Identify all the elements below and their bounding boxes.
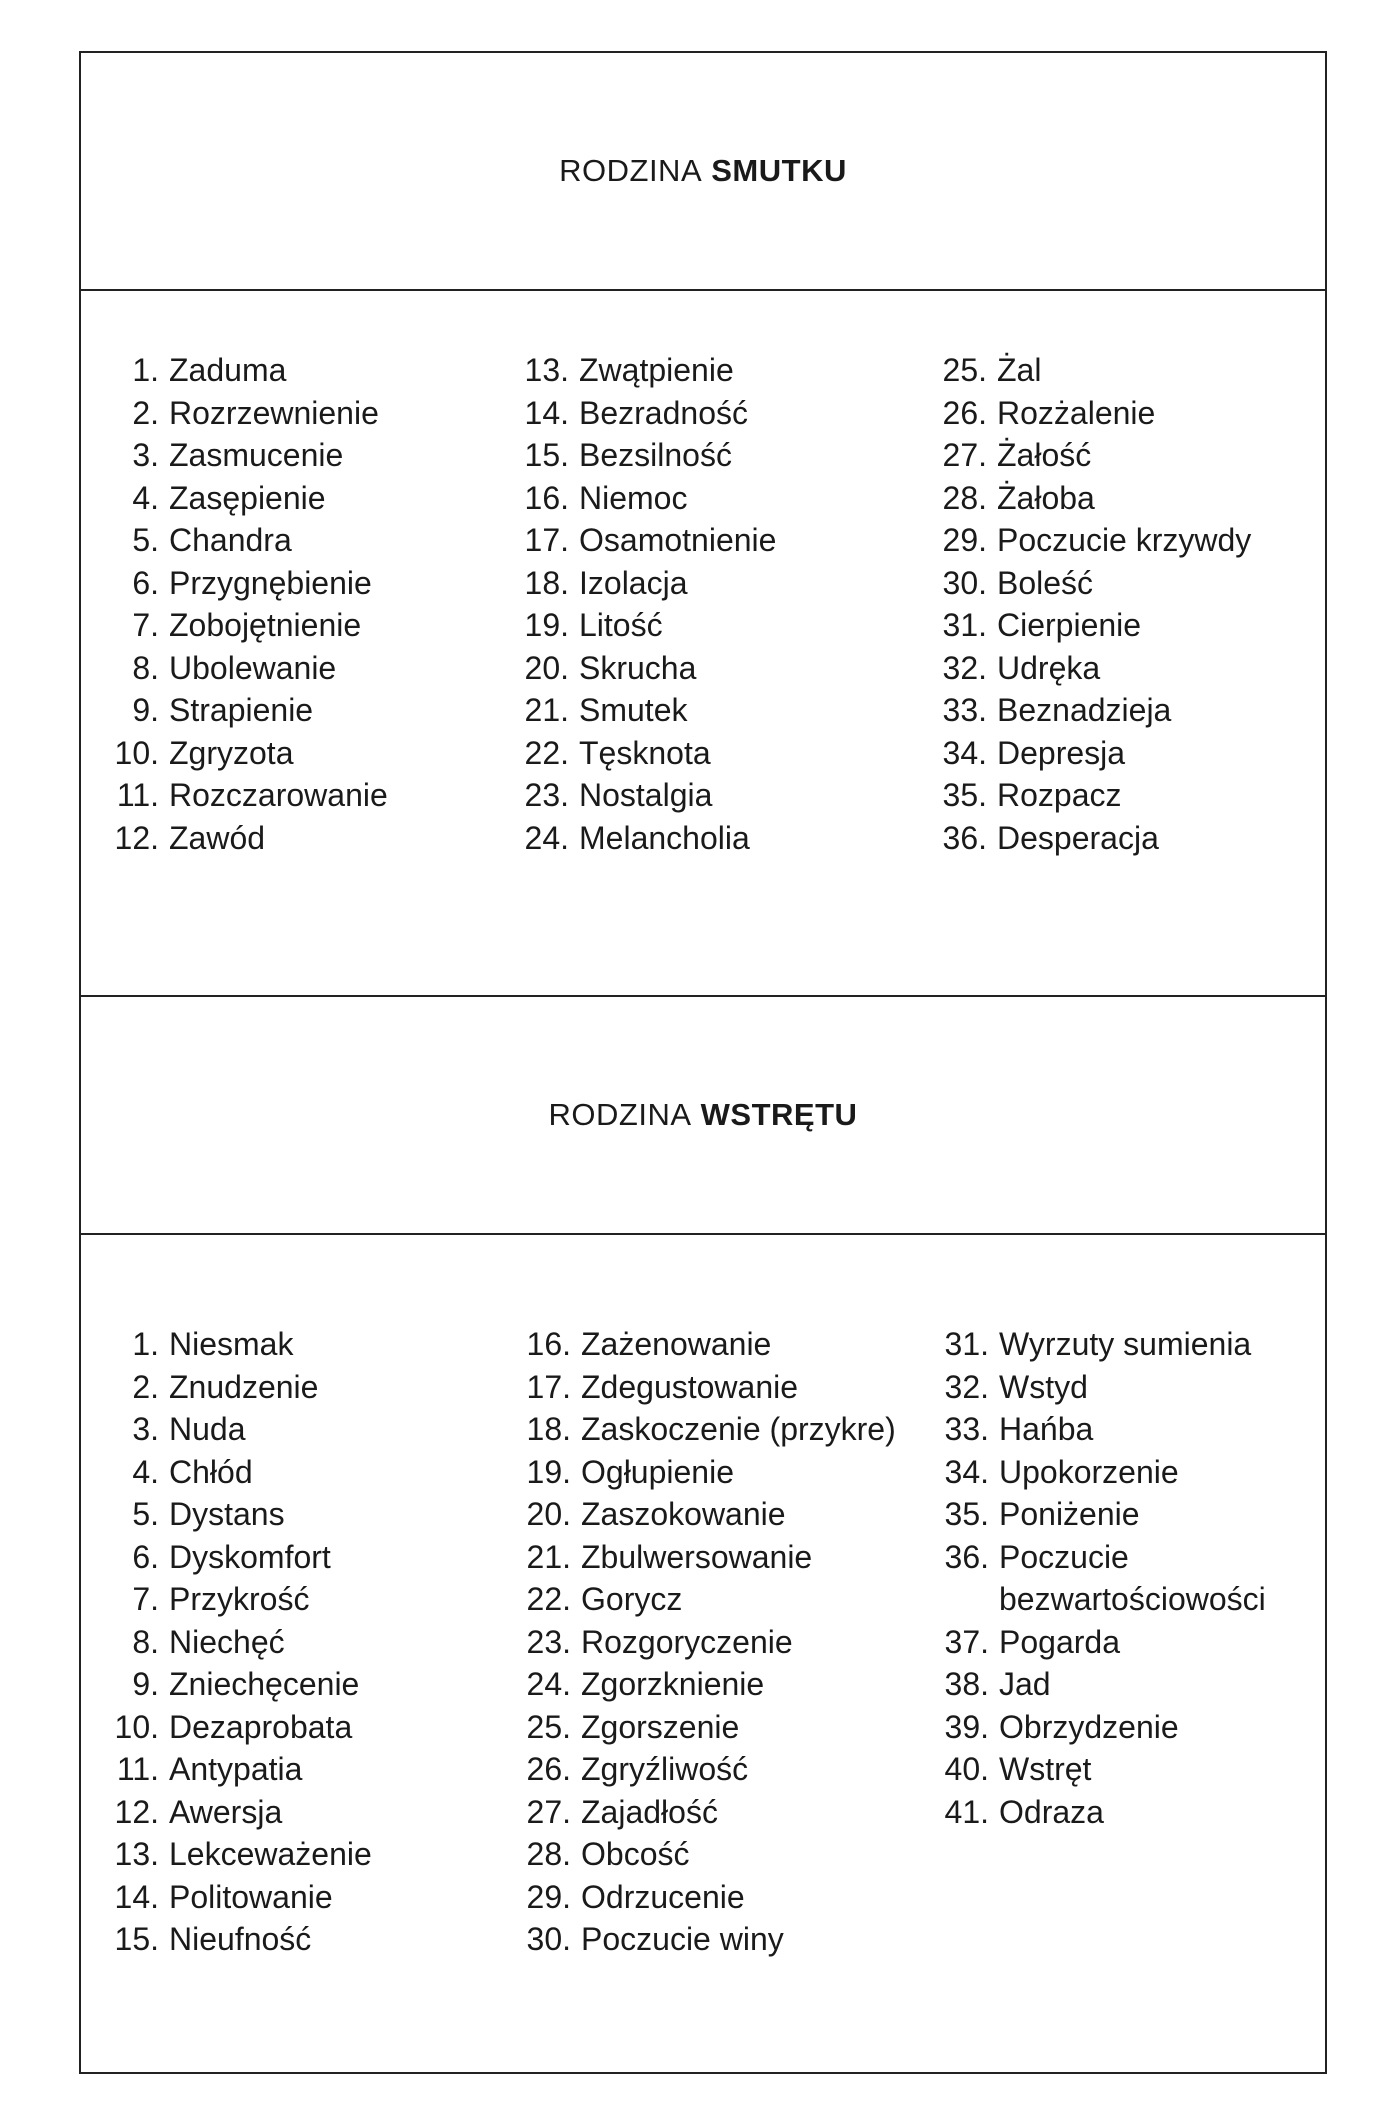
item-number: 25. xyxy=(942,352,987,388)
item-text: Przygnębienie xyxy=(169,564,372,601)
item-text: Litość xyxy=(579,607,663,643)
item-number: 3. xyxy=(132,437,159,473)
item-number: 36. xyxy=(944,1538,989,1575)
item-number: 37. xyxy=(944,1623,989,1660)
item-text: Poczucie xyxy=(999,1538,1129,1575)
list-item xyxy=(511,1918,896,1961)
item-number: 33. xyxy=(944,1411,989,1447)
item-text: Zgorzknienie xyxy=(581,1666,765,1702)
item-number: 6. xyxy=(132,1538,159,1575)
item-number: 30. xyxy=(942,564,987,601)
list-item xyxy=(99,647,388,690)
item-number: 16. xyxy=(524,479,569,516)
item-text: Smutek xyxy=(579,692,688,728)
list-item xyxy=(99,689,388,732)
item-text: Zaskoczenie (przykre) xyxy=(581,1411,896,1447)
item-text: Nieufność xyxy=(169,1921,312,1957)
item-text: Żal xyxy=(997,352,1042,388)
item-number: 12. xyxy=(114,819,159,856)
item-number: 29. xyxy=(526,1878,571,1915)
item-text: Zaduma xyxy=(169,352,287,388)
item-number: 39. xyxy=(944,1708,989,1745)
item-number: 30. xyxy=(526,1921,571,1957)
item-text: Wstręt xyxy=(999,1751,1092,1787)
list-item xyxy=(99,349,388,392)
list-item xyxy=(511,1451,896,1494)
item-text: Jad xyxy=(999,1666,1051,1702)
list-item xyxy=(929,1323,1266,1366)
list-item xyxy=(99,392,388,435)
item-number: 26. xyxy=(942,394,987,431)
list-item xyxy=(509,817,776,860)
item-text: Zbulwersowanie xyxy=(581,1538,813,1575)
list-item xyxy=(927,732,1251,775)
item-number: 24. xyxy=(526,1666,571,1702)
item-number: 22. xyxy=(524,734,569,771)
item-number: 34. xyxy=(942,734,987,771)
item-text: Hańba xyxy=(999,1411,1094,1447)
item-number: 4. xyxy=(132,479,159,516)
list-item xyxy=(99,817,388,860)
list-item xyxy=(511,1323,896,1366)
section-body-smutku xyxy=(81,291,1325,997)
list-item xyxy=(509,562,776,605)
list-item xyxy=(927,434,1251,477)
item-text: Politowanie xyxy=(169,1878,333,1915)
list-item xyxy=(511,1536,896,1579)
list-item xyxy=(929,1791,1266,1834)
item-number: 41. xyxy=(944,1793,989,1830)
section-body-wstretu xyxy=(81,1235,1325,2074)
item-text: Tęsknota xyxy=(579,734,711,771)
item-number: 14. xyxy=(524,394,569,431)
list-item xyxy=(511,1791,896,1834)
item-text: Zgryzota xyxy=(169,734,294,771)
item-number: 35. xyxy=(944,1496,989,1532)
item-text: Strapienie xyxy=(169,692,314,728)
item-text: Desperacja xyxy=(997,819,1159,856)
list-column xyxy=(99,349,388,859)
list-item xyxy=(99,519,388,562)
item-text: Zawód xyxy=(169,819,266,856)
item-number: 1. xyxy=(132,352,159,388)
item-text: Awersja xyxy=(169,1793,283,1830)
item-number: 25. xyxy=(526,1708,571,1745)
list-item xyxy=(927,562,1251,605)
item-number: 2. xyxy=(132,394,159,431)
item-number: 7. xyxy=(132,1581,159,1617)
item-text: Gorycz xyxy=(581,1581,683,1617)
item-number: 38. xyxy=(944,1666,989,1702)
item-number: 14. xyxy=(114,1878,159,1915)
list-item xyxy=(99,1493,372,1536)
list-item xyxy=(929,1621,1266,1664)
item-text: Zniechęcenie xyxy=(169,1666,360,1702)
list-item xyxy=(99,1876,372,1919)
item-text: Dystans xyxy=(169,1496,285,1532)
item-number: 15. xyxy=(114,1921,159,1957)
item-text: Obrzydzenie xyxy=(999,1708,1179,1745)
item-number: 21. xyxy=(526,1538,571,1575)
item-text: Beznadzieja xyxy=(997,692,1172,728)
list-item xyxy=(511,1706,896,1749)
list-item xyxy=(929,1706,1266,1749)
item-text: Bezsilność xyxy=(579,437,732,473)
list-item xyxy=(509,392,776,435)
list-item xyxy=(509,647,776,690)
item-text: Skrucha xyxy=(579,649,697,686)
list-item xyxy=(511,1578,896,1621)
section-name: SMUTKU xyxy=(711,153,847,188)
list-item xyxy=(927,647,1251,690)
item-number: 27. xyxy=(526,1793,571,1830)
item-number: 20. xyxy=(526,1496,571,1532)
item-text: Antypatia xyxy=(169,1751,303,1787)
item-text: Lekceważenie xyxy=(169,1836,372,1872)
item-text: Wyrzuty sumienia xyxy=(999,1326,1252,1362)
item-text: Depresja xyxy=(997,734,1126,771)
list-item xyxy=(509,434,776,477)
item-number: 31. xyxy=(942,607,987,643)
item-number: 40. xyxy=(944,1751,989,1787)
list-item xyxy=(99,1833,372,1876)
item-number: 7. xyxy=(132,607,159,643)
list-item xyxy=(927,817,1251,860)
item-number: 32. xyxy=(944,1368,989,1405)
item-text: Dezaprobata xyxy=(169,1708,353,1745)
item-number: 10. xyxy=(114,734,159,771)
list-item xyxy=(927,519,1251,562)
item-number: 33. xyxy=(942,692,987,728)
item-text: bezwartościowości xyxy=(999,1581,1266,1617)
list-item xyxy=(99,477,388,520)
list-item xyxy=(927,604,1251,647)
item-number: 11. xyxy=(116,777,159,813)
item-number: 5. xyxy=(132,1496,159,1532)
list-item xyxy=(927,392,1251,435)
item-text: Zgryźliwość xyxy=(581,1751,749,1787)
section-prefix: RODZINA xyxy=(559,153,703,188)
list-item xyxy=(511,1366,896,1409)
item-number: 32. xyxy=(942,649,987,686)
section-header-wstretu xyxy=(81,997,1325,1235)
list-item xyxy=(927,477,1251,520)
item-text: Zdegustowanie xyxy=(581,1368,799,1405)
list-column xyxy=(509,349,776,859)
list-item xyxy=(99,562,388,605)
item-text: Zasępienie xyxy=(169,479,326,516)
item-number: 28. xyxy=(942,479,987,516)
item-text: Zażenowanie xyxy=(581,1326,772,1362)
item-text: Znudzenie xyxy=(169,1368,319,1405)
list-item xyxy=(929,1451,1266,1494)
item-number: 10. xyxy=(114,1708,159,1745)
item-text: Poczucie krzywdy xyxy=(997,522,1252,558)
list-item xyxy=(929,1748,1266,1791)
item-number: 21. xyxy=(524,692,569,728)
list-item xyxy=(929,1493,1266,1536)
list-item xyxy=(511,1876,896,1919)
list-item xyxy=(509,732,776,775)
list-item xyxy=(509,477,776,520)
item-number: 9. xyxy=(132,1666,159,1702)
list-item xyxy=(99,732,388,775)
item-text: Udręka xyxy=(997,649,1101,686)
list-item xyxy=(511,1663,896,1706)
item-number: 18. xyxy=(526,1411,571,1447)
item-number: 8. xyxy=(132,649,159,686)
list-item xyxy=(99,1748,372,1791)
list-item xyxy=(929,1366,1266,1409)
list-item xyxy=(927,349,1251,392)
list-item xyxy=(927,689,1251,732)
list-column xyxy=(929,1323,1266,1833)
item-text: Nostalgia xyxy=(579,777,713,813)
item-text: Żałoba xyxy=(997,479,1095,516)
item-number: 26. xyxy=(526,1751,571,1787)
list-item xyxy=(99,604,388,647)
item-text: Poczucie winy xyxy=(581,1921,784,1957)
item-text: Odrzucenie xyxy=(581,1878,745,1915)
item-text: Zwątpienie xyxy=(579,352,734,388)
item-text: Rozżalenie xyxy=(997,394,1156,431)
list-item xyxy=(99,1706,372,1749)
item-number: 23. xyxy=(524,777,569,813)
item-number: 16. xyxy=(526,1326,571,1362)
item-text: Niechęć xyxy=(169,1623,285,1660)
section-prefix: RODZINA xyxy=(548,1097,692,1132)
list-item xyxy=(99,1791,372,1834)
list-item xyxy=(509,774,776,817)
item-text: Upokorzenie xyxy=(999,1453,1179,1490)
list-item xyxy=(509,349,776,392)
list-item xyxy=(99,774,388,817)
item-text: Zajadłość xyxy=(581,1793,718,1830)
item-number: 4. xyxy=(132,1453,159,1490)
item-text: Niemoc xyxy=(579,479,688,516)
item-number: 35. xyxy=(942,777,987,813)
item-number: 8. xyxy=(132,1623,159,1660)
list-item xyxy=(509,689,776,732)
item-text: Nuda xyxy=(169,1411,246,1447)
list-item xyxy=(99,1621,372,1664)
item-number: 3. xyxy=(132,1411,159,1447)
item-number: 17. xyxy=(526,1368,571,1405)
item-text: Ogłupienie xyxy=(581,1453,734,1490)
item-text: Melancholia xyxy=(579,819,750,856)
item-text: Zgorszenie xyxy=(581,1708,740,1745)
item-number: 36. xyxy=(942,819,987,856)
item-text: Chandra xyxy=(169,522,292,558)
item-text: Boleść xyxy=(997,564,1094,601)
list-item xyxy=(511,1833,896,1876)
item-number: 6. xyxy=(132,564,159,601)
list-item xyxy=(99,434,388,477)
list-item xyxy=(99,1323,372,1366)
item-text: Zasmucenie xyxy=(169,437,344,473)
item-number: 5. xyxy=(132,522,159,558)
item-number: 19. xyxy=(526,1453,571,1490)
list-item xyxy=(509,604,776,647)
item-number: 1. xyxy=(132,1326,159,1362)
list-item xyxy=(929,1578,1266,1621)
item-number: 20. xyxy=(524,649,569,686)
item-text: Zaszokowanie xyxy=(581,1496,786,1532)
item-text: Wstyd xyxy=(999,1368,1088,1405)
item-text: Zobojętnienie xyxy=(169,607,362,643)
item-number: 31. xyxy=(944,1326,989,1362)
item-text: Obcość xyxy=(581,1836,690,1872)
item-number: 34. xyxy=(944,1453,989,1490)
item-number: 18. xyxy=(524,564,569,601)
list-item xyxy=(511,1621,896,1664)
item-text: Rozgoryczenie xyxy=(581,1623,793,1660)
list-item xyxy=(929,1536,1266,1579)
list-item xyxy=(99,1918,372,1961)
item-text: Cierpienie xyxy=(997,607,1142,643)
item-number: 15. xyxy=(524,437,569,473)
item-number: 13. xyxy=(114,1836,159,1872)
item-text: Pogarda xyxy=(999,1623,1120,1660)
item-text: Rozczarowanie xyxy=(169,777,388,813)
item-text: Rozrzewnienie xyxy=(169,394,379,431)
item-number: 2. xyxy=(132,1368,159,1405)
item-number: 17. xyxy=(524,522,569,558)
list-column xyxy=(927,349,1251,859)
item-text: Dyskomfort xyxy=(169,1538,331,1575)
item-text: Rozpacz xyxy=(997,777,1122,813)
item-number: 12. xyxy=(114,1793,159,1830)
list-item xyxy=(99,1663,372,1706)
item-number: 29. xyxy=(942,522,987,558)
item-number: 9. xyxy=(132,692,159,728)
item-number: 22. xyxy=(526,1581,571,1617)
item-number: 23. xyxy=(526,1623,571,1660)
list-item xyxy=(511,1748,896,1791)
list-item xyxy=(99,1578,372,1621)
list-item xyxy=(511,1493,896,1536)
item-text: Bezradność xyxy=(579,394,748,431)
item-text: Chłód xyxy=(169,1453,253,1490)
list-item xyxy=(99,1451,372,1494)
list-item xyxy=(929,1408,1266,1451)
item-text: Odraza xyxy=(999,1793,1104,1830)
list-item xyxy=(927,774,1251,817)
list-item xyxy=(509,519,776,562)
item-number: 24. xyxy=(524,819,569,856)
section-header-smutku xyxy=(81,53,1325,291)
item-text: Izolacja xyxy=(579,564,688,601)
list-column xyxy=(511,1323,896,1961)
list-item xyxy=(511,1408,896,1451)
list-item xyxy=(99,1536,372,1579)
item-text: Przykrość xyxy=(169,1581,310,1617)
item-text: Ubolewanie xyxy=(169,649,337,686)
item-number: 27. xyxy=(942,437,987,473)
item-text: Niesmak xyxy=(169,1326,294,1362)
list-item xyxy=(929,1663,1266,1706)
item-text: Żałość xyxy=(997,437,1092,473)
item-text: Poniżenie xyxy=(999,1496,1140,1532)
list-item xyxy=(99,1408,372,1451)
item-number: 19. xyxy=(524,607,569,643)
list-column xyxy=(99,1323,372,1961)
item-number: 11. xyxy=(116,1751,159,1787)
list-item xyxy=(99,1366,372,1409)
item-number: 28. xyxy=(526,1836,571,1872)
section-name: WSTRĘTU xyxy=(700,1097,858,1132)
item-text: Osamotnienie xyxy=(579,522,777,558)
item-number: 13. xyxy=(524,352,569,388)
emotion-table xyxy=(79,51,1327,2074)
